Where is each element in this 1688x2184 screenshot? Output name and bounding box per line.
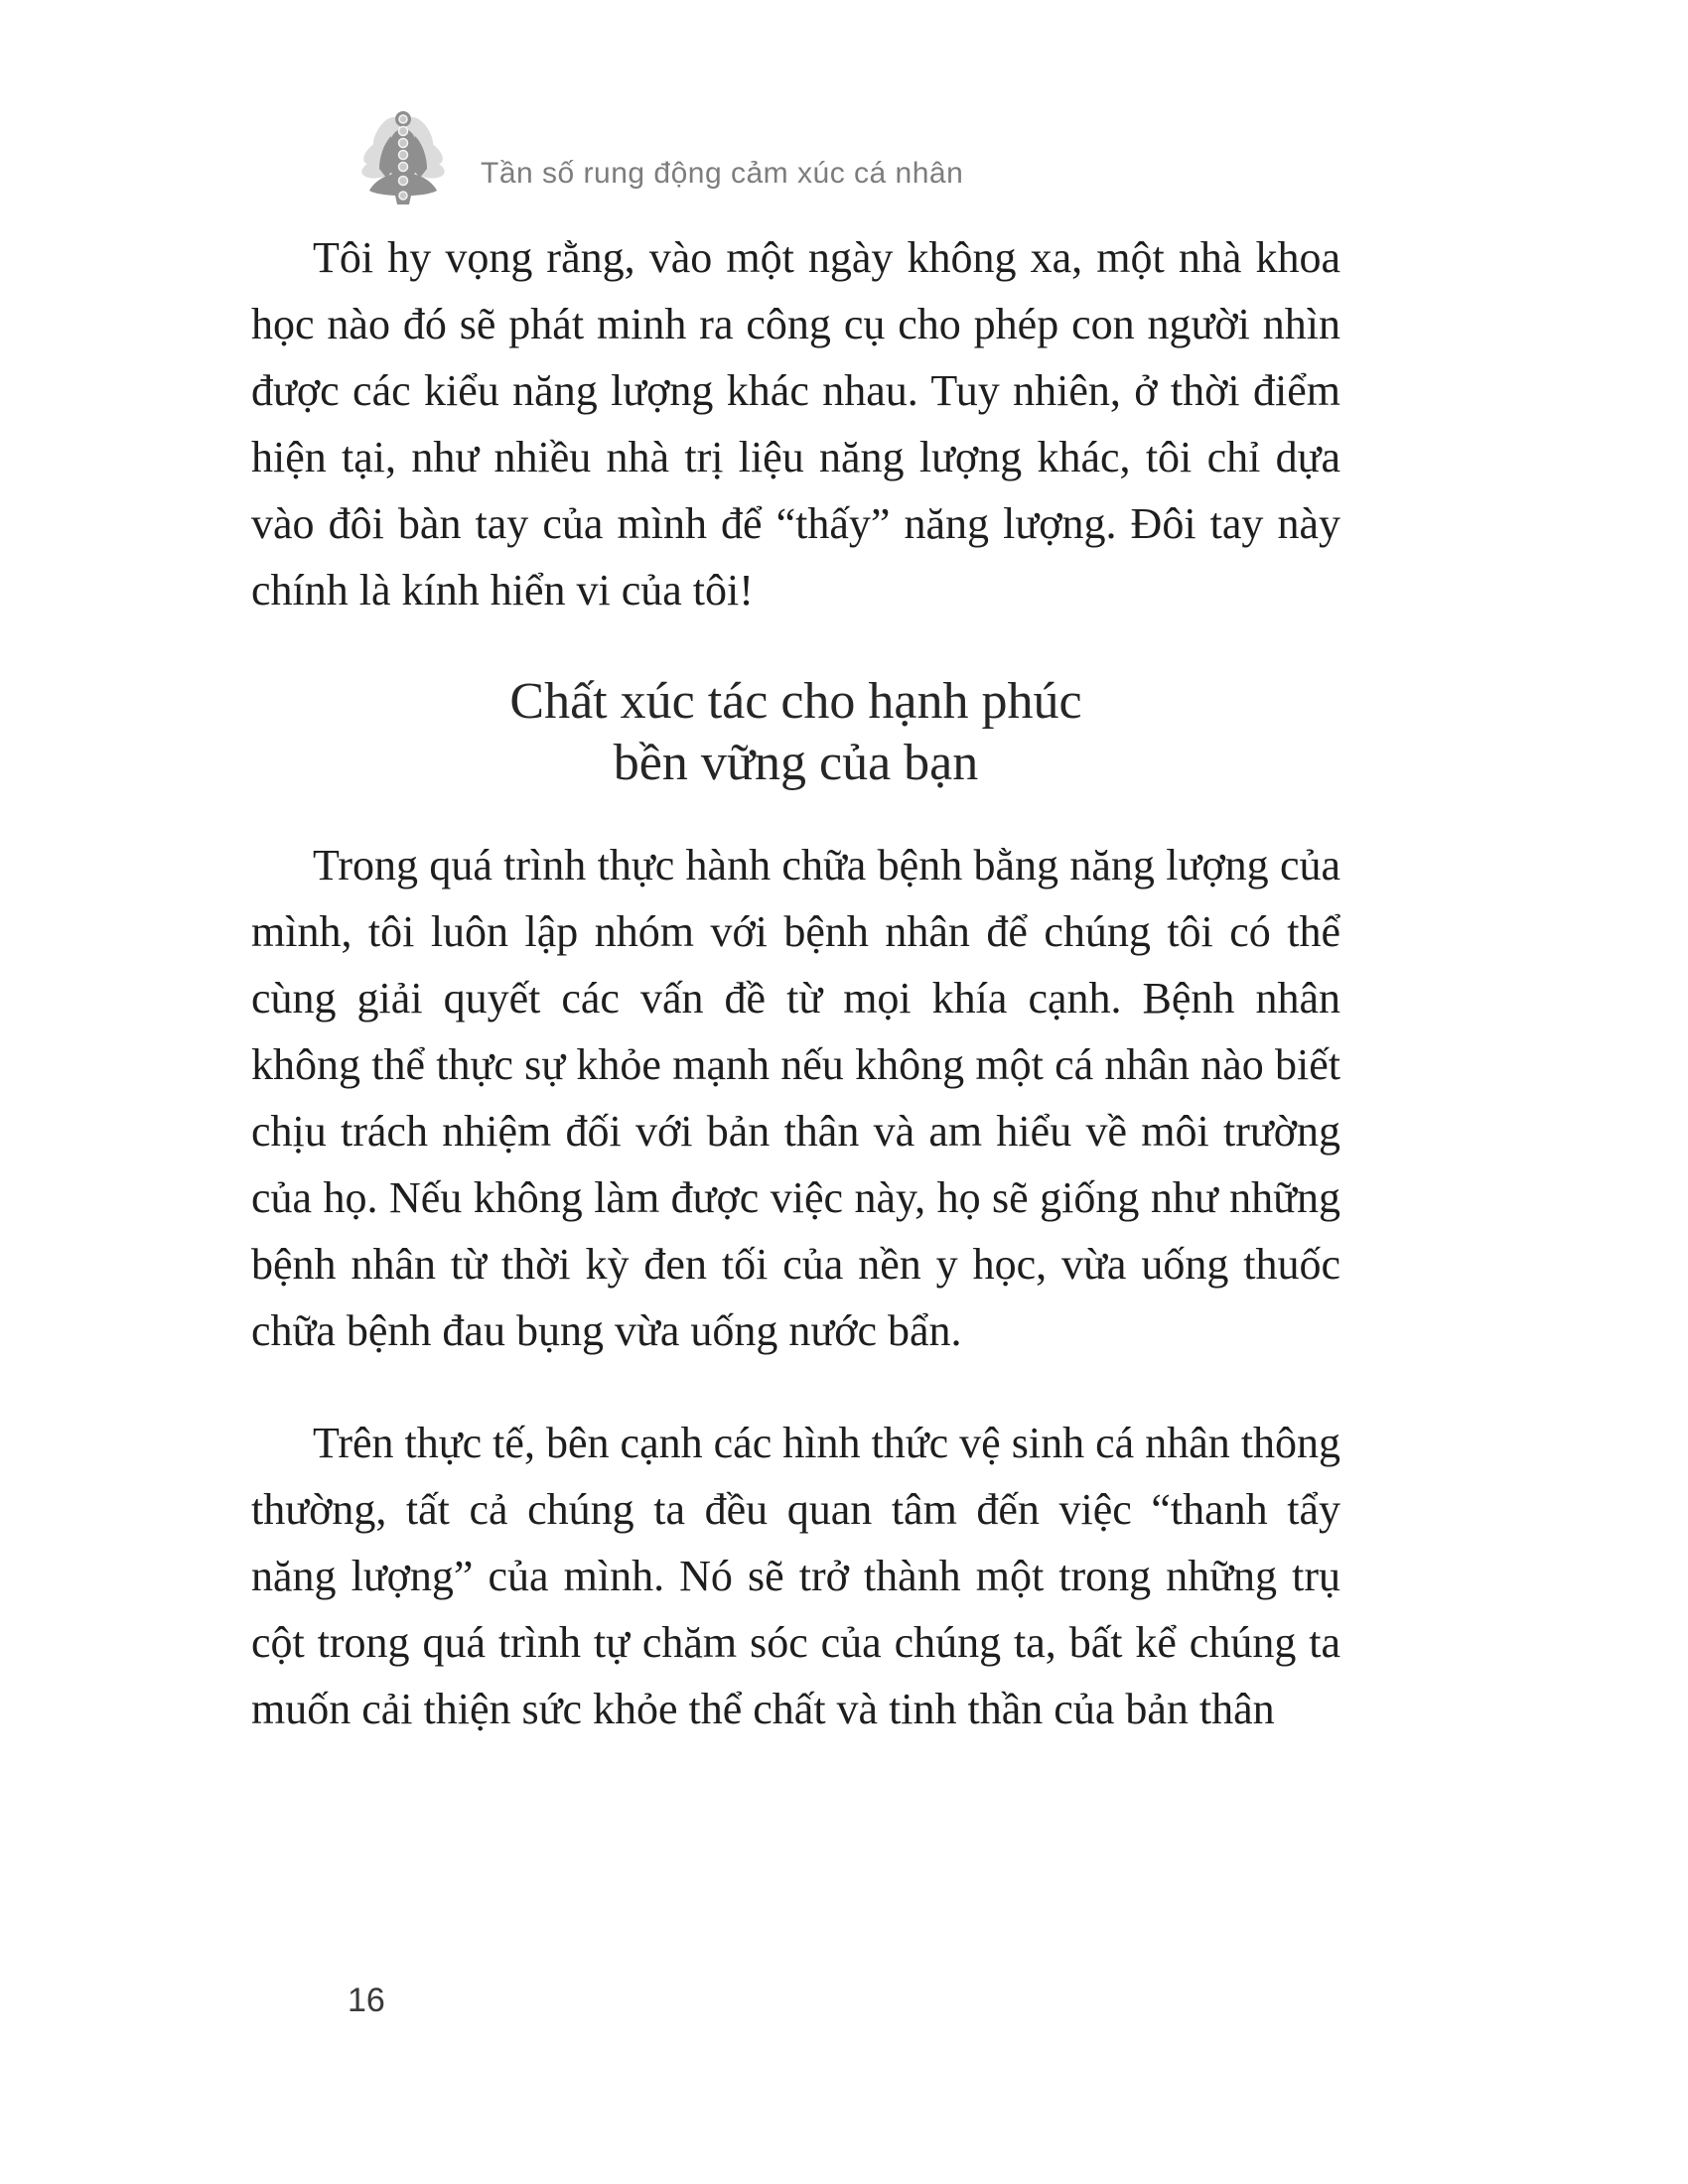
page-body <box>251 224 1340 1742</box>
page-number: 16 <box>348 1981 385 2019</box>
meditation-lotus-icon <box>353 103 453 210</box>
section-heading-line-1: Chất xúc tác cho hạnh phúc <box>509 673 1082 730</box>
running-head-title: Tần số rung động cảm xúc cá nhân <box>481 157 964 190</box>
section-heading-line-2: bền vững của bạn <box>613 735 979 791</box>
paragraph-2: Trong quá trình thực hành chữa bệnh bằng năng lượng của mình, tôi luôn lập nhóm với bệnh nhân để chúng tôi có thể cùng giải quyết các vấn đề từ mọi khía cạnh. Bệnh nhân không thể thực sự khỏe mạnh nếu không một cá nhân nào biết chịu trách nhiệm đối với bản thân và am hiểu về môi trường của họ. Nếu không làm được việc này, họ sẽ giống như những bệnh nhân từ thời kỳ đen tối của nền y học, vừa uống thuốc chữa bệnh đau bụng vừa uống nước bẩn. <box>251 841 1340 1355</box>
page-header <box>353 103 963 210</box>
paragraph-3: Trên thực tế, bên cạnh các hình thức vệ sinh cá nhân thông thường, tất cả chúng ta đều quan tâm đến việc “thanh tẩy năng lượng” của mình. Nó sẽ trở thành một trong những trụ cột trong quá trình tự chăm sóc của chúng ta, bất kể chúng ta muốn cải thiện sức khỏe thể chất và tinh thần của bản thân <box>251 1419 1340 1733</box>
paragraph-1: Tôi hy vọng rằng, vào một ngày không xa, một nhà khoa học nào đó sẽ phát minh ra công cụ cho phép con người nhìn được các kiểu năng lượng khác nhau. Tuy nhiên, ở thời điểm hiện tại, như nhiều nhà trị liệu năng lượng khác, tôi chỉ dựa vào đôi bàn tay của mình để “thấy” năng lượng. Đôi tay này chính là kính hiển vi của tôi! <box>251 233 1340 614</box>
section-heading <box>251 671 1340 794</box>
